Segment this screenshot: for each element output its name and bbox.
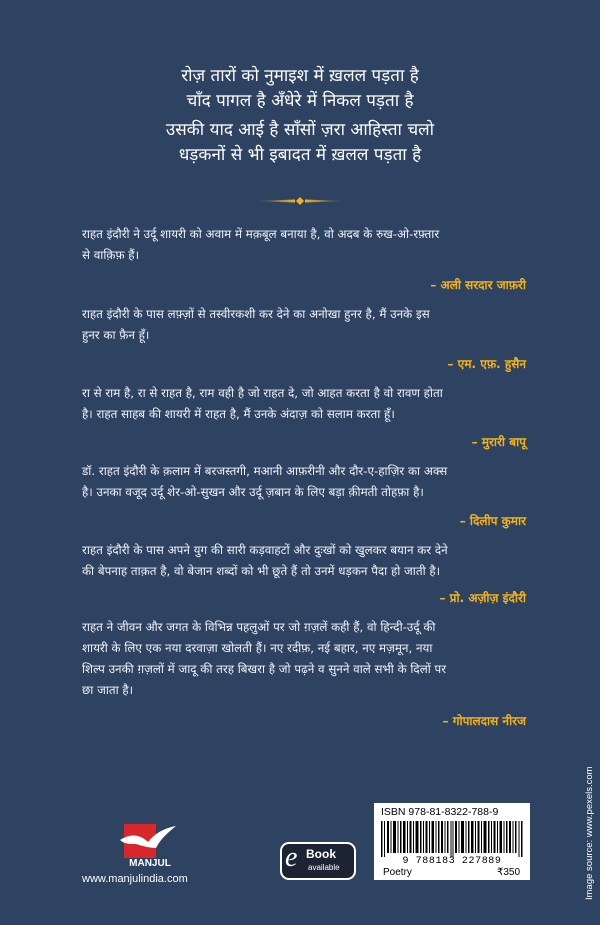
publisher-website-link[interactable]: www.manjulindia.com bbox=[82, 873, 188, 885]
couplet-line: उसकी याद आई है साँसों ज़रा आहिस्ता चलो bbox=[165, 120, 435, 140]
quote-line: शिल्प उनकी ग़ज़लों में जादू की तरह बिखरा है जो पढ़ने व सुनने वाले सभी के दिलों पर bbox=[82, 662, 447, 676]
isbn-text: ISBN 978-81-8322-788-9 bbox=[381, 806, 499, 818]
quote-2 bbox=[82, 304, 542, 346]
quote-line: से वाक़िफ़ हैं। bbox=[82, 248, 140, 262]
ornament-divider bbox=[255, 196, 345, 206]
quote-line: की बेपनाह ताक़त है, वो बेजान शब्दों को भी छूते हैं तो उनमें धड़कन पैदा हो जाती है। bbox=[82, 564, 441, 578]
quote-line: राहत ने जीवन और जगत के विभिन्न पहलुओं पर जो ग़ज़लें कही हैं, वो हिन्दी-उर्दू की bbox=[82, 620, 436, 634]
quote-line: रा से राम है, रा से राहत है, राम वही है जो राहत दे, जो आहत करता है वो रावण होता bbox=[82, 386, 443, 400]
ebook-badge-word: Book bbox=[306, 847, 336, 861]
quote-3 bbox=[82, 383, 542, 425]
quote-author: – दिलीप कुमार bbox=[459, 514, 526, 528]
quote-line: राहत इंदौरी के पास लफ़्ज़ों से तस्वीरकशी कर देने का अनोखा हुनर है, मैं उनके इस bbox=[82, 307, 430, 321]
quote-line: शायरी के लिए एक नया दरवाज़ा खोलती हैं। नए रदीफ़, नई बहार, नए मज़मून, नया bbox=[82, 641, 433, 655]
couplet-1 bbox=[0, 64, 600, 114]
ebook-badge-letter: e bbox=[285, 842, 298, 873]
quote-author: – मुरारी बापू bbox=[471, 435, 526, 449]
couplet-line: धड़कनों से भी इबादत में ख़लल पड़ता है bbox=[178, 145, 422, 165]
publisher-logo-text: MANJUL bbox=[129, 858, 171, 869]
isbn-barcode-box bbox=[374, 803, 530, 880]
quote-line: है। उनका वजूद उर्दू शेर-ओ-सुखन और उर्दू ज़बान के लिए बड़ा क़ीमती तोहफ़ा है। bbox=[82, 485, 424, 499]
barcode-bars-icon bbox=[381, 821, 523, 857]
ebook-badge-sub: available bbox=[308, 863, 340, 872]
quote-line: राहत इंदौरी के पास अपने युग की सारी कड़वाहटों और दुःखों को खुलकर बयान कर देने bbox=[82, 543, 448, 557]
image-credit: Image source: www.pexels.com bbox=[584, 766, 595, 900]
barcode-digits: 9 788183 227889 bbox=[402, 856, 502, 867]
quote-line: राहत इंदौरी ने उर्दू शायरी को अवाम में मक़बूल बनाया है, वो अदब के रुख-ओ-रफ़्तार bbox=[82, 227, 440, 241]
quote-1 bbox=[82, 224, 542, 266]
quote-line: हुनर का फ़ैन हूँ। bbox=[82, 328, 150, 342]
ebook-available-badge bbox=[280, 842, 356, 880]
couplet-2 bbox=[0, 118, 600, 168]
book-genre: Poetry bbox=[383, 867, 412, 878]
quote-line: है। राहत साहब की शायरी में राहत है, मैं उनके अंदाज़ को सलाम करता हूँ। bbox=[82, 407, 395, 421]
quote-line: डॉ. राहत इंदौरी के क़लाम में बरजस्तगी, मआनी आफ़रीनी और दौर-ए-हाज़िर का अक्स bbox=[82, 464, 448, 478]
quote-line: छा जाता है। bbox=[82, 683, 134, 697]
quote-author: – एम. एफ़. हुसैन bbox=[447, 357, 526, 371]
couplet-line: चाँद पागल है अँधेरे में निकल पड़ता है bbox=[186, 91, 414, 111]
quote-5 bbox=[82, 540, 542, 582]
manjul-bird-logo-icon bbox=[118, 818, 178, 860]
quote-4 bbox=[82, 461, 542, 503]
couplet-line: रोज़ तारों को नुमाइश में ख़लल पड़ता है bbox=[181, 66, 419, 86]
quote-author: – गोपालदास नीरज bbox=[442, 714, 526, 728]
quote-6 bbox=[82, 617, 542, 701]
book-price: ₹350 bbox=[496, 867, 520, 878]
quote-author: – अली सरदार जाफ़री bbox=[430, 278, 526, 292]
quote-author: – प्रो. अज़ीज़ इंदौरी bbox=[439, 591, 526, 605]
